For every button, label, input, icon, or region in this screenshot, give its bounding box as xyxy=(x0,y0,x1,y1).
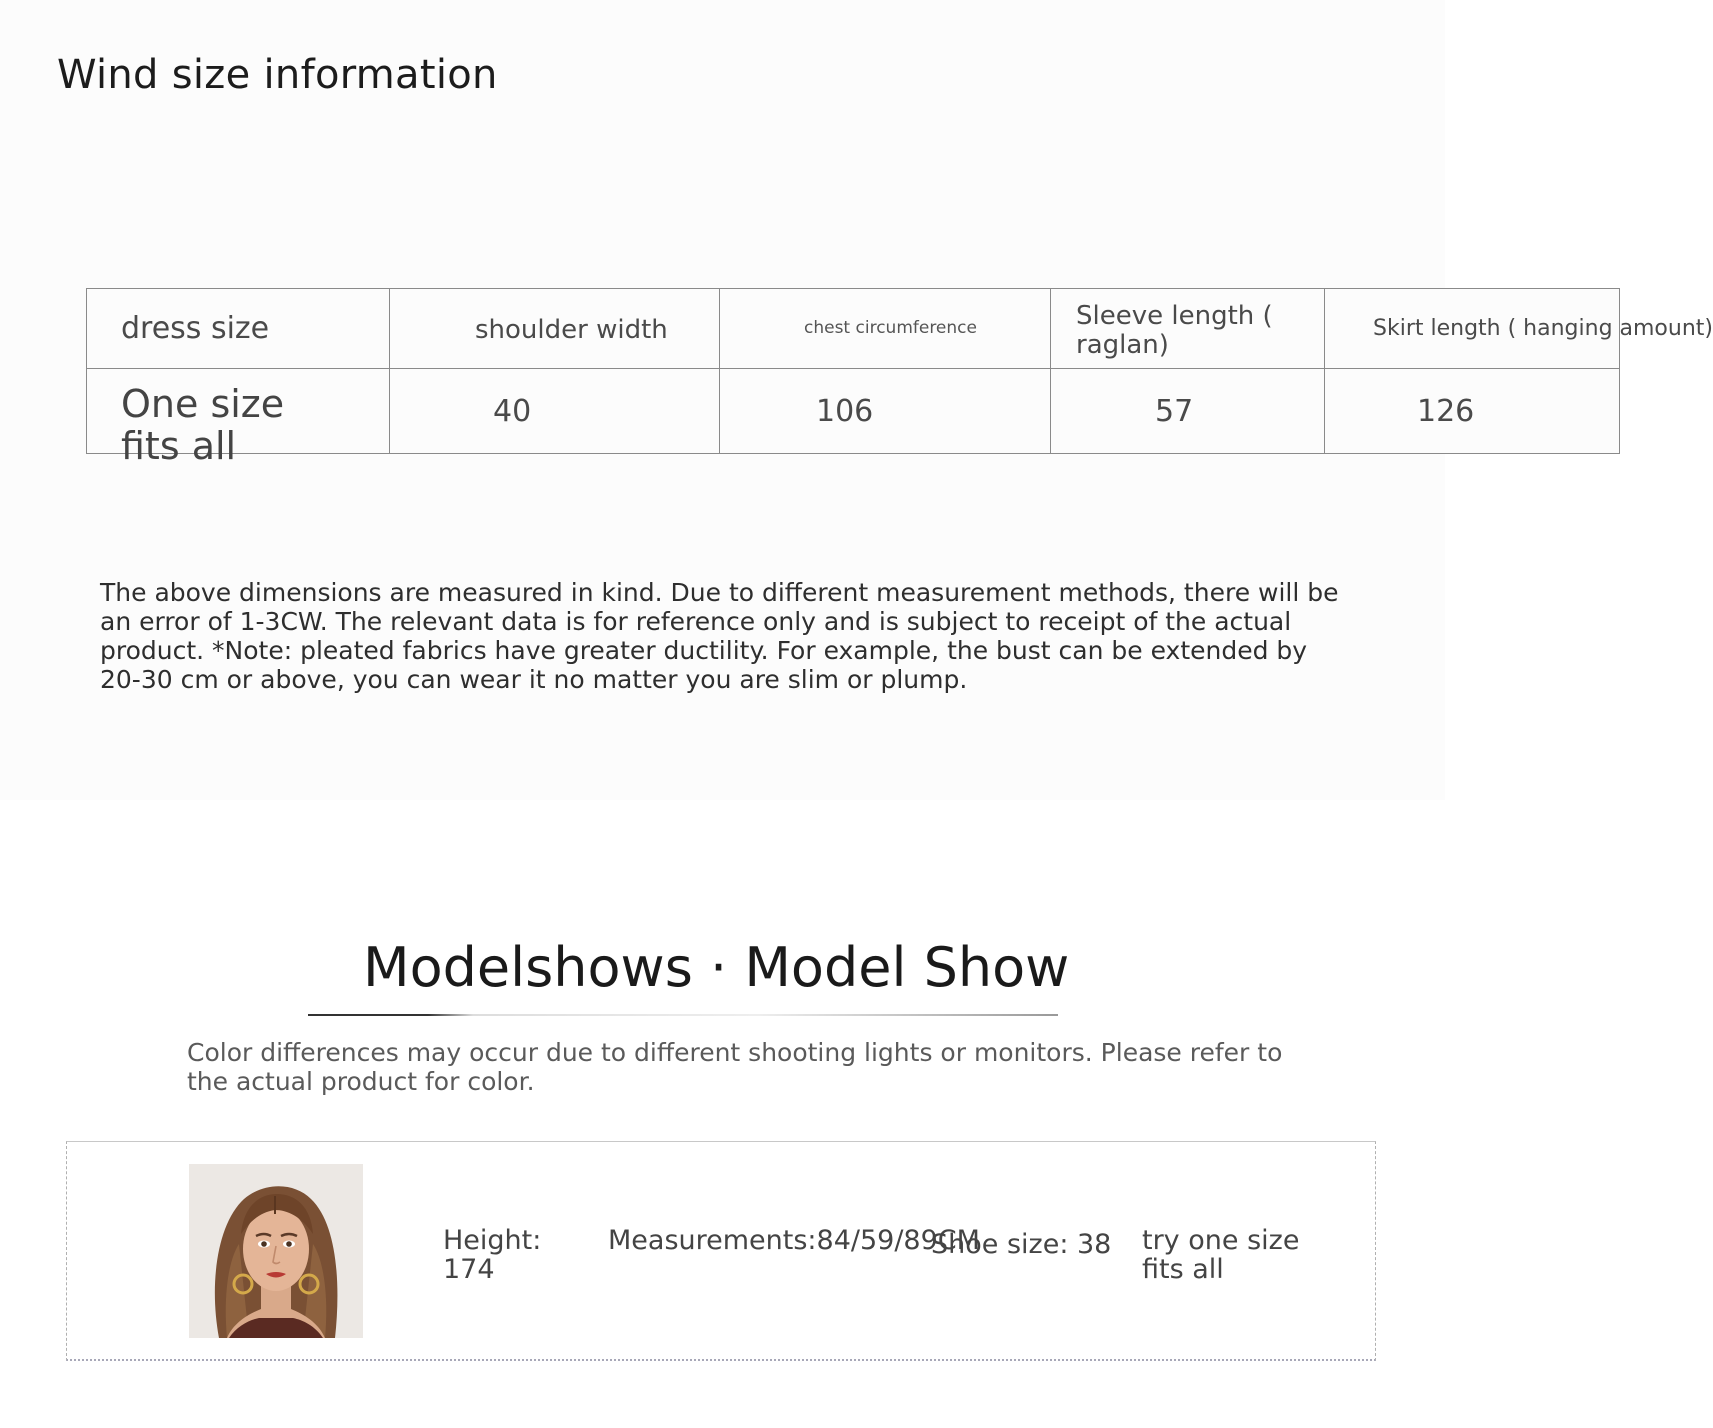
size-info-title: Wind size information xyxy=(57,52,498,98)
size-note: The above dimensions are measured in kind. Due to different measurement methods, there will be an error of 1-3CW. The relevant data is for reference only and is subject to receipt of the actual product. *Note: pleated fabrics have greater ductility. For example, the bust can be extended by 20-30 cm or above, you can wear it no matter you are slim or plump. xyxy=(100,578,1339,694)
model-card xyxy=(66,1141,1376,1361)
size-table xyxy=(86,288,1713,468)
table-header-cell: dress size xyxy=(87,289,390,369)
title-underline xyxy=(308,1014,1058,1016)
model-measurements: Measurements:84/59/89CM xyxy=(608,1225,980,1256)
table-cell: 106 xyxy=(720,369,1051,454)
model-portrait-image xyxy=(189,1164,363,1338)
table-cell: 40 xyxy=(390,369,720,454)
table-header-cell: chest circumference xyxy=(720,289,1051,369)
model-show-title: Modelshows · Model Show xyxy=(363,936,1070,999)
color-note: Color differences may occur due to different shooting lights or monitors. Please refer to the actual product for color. xyxy=(187,1038,1283,1096)
table-header-row xyxy=(87,289,1620,369)
table-cell: 126 xyxy=(1325,369,1620,454)
table-header-cell: shoulder width xyxy=(390,289,720,369)
model-avatar xyxy=(189,1164,363,1338)
size-label: One size fits all xyxy=(121,382,285,468)
table-cell: 57 xyxy=(1051,369,1325,454)
table-header-cell: Skirt length ( hanging amount) xyxy=(1325,289,1620,369)
model-shoe-size: Shoe size: 38 xyxy=(931,1229,1112,1260)
model-size-tried: try one size fits all xyxy=(1142,1225,1300,1285)
table-header-cell: Sleeve length ( raglan) xyxy=(1051,289,1325,369)
table-row xyxy=(87,369,1620,454)
table-cell xyxy=(87,369,390,468)
model-height: Height: 174 xyxy=(443,1225,542,1285)
